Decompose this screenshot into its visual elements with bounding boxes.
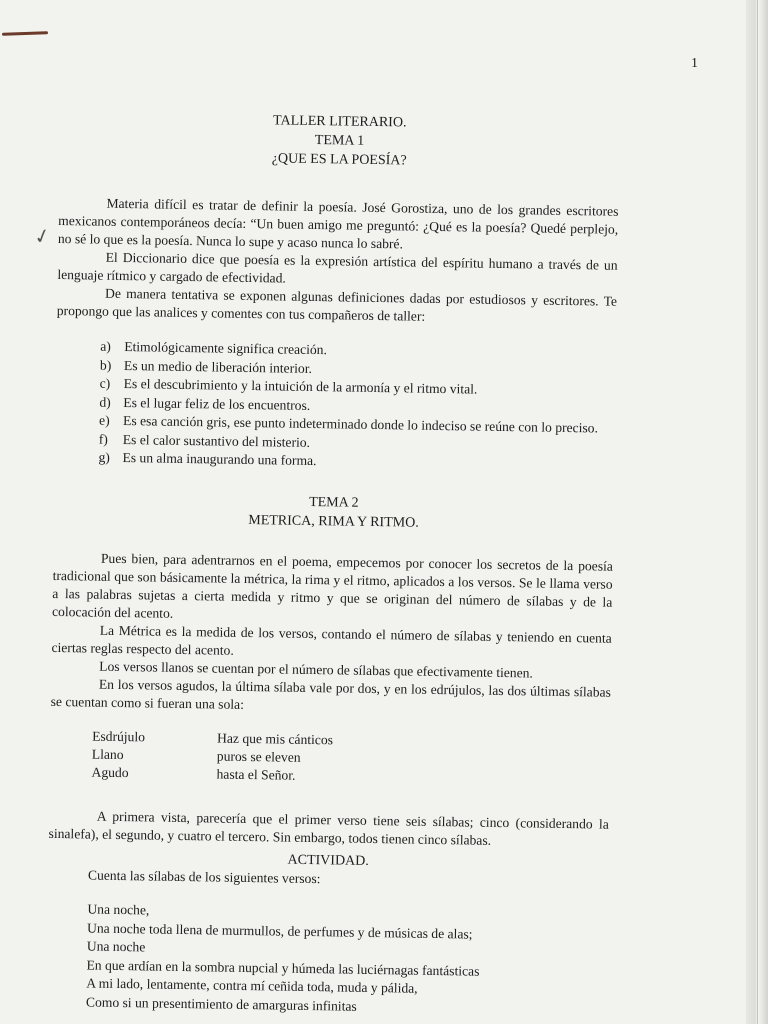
verse-examples [91, 727, 610, 789]
verse-type: Agudo [91, 764, 129, 780]
verse-line: En que ardían en la sombra nupcial y húmeda las luciérnagas fantásticas [86, 957, 480, 979]
document-body [46, 108, 620, 1020]
tema1-question: ¿QUE ES LA POESÍA? [271, 151, 407, 169]
verse-line: Una noche toda llena de murmullos, de perfumes y de músicas de alas; [87, 920, 473, 942]
page-stack-line [757, 0, 758, 1024]
verse-line: Una noche, [87, 901, 150, 918]
paragraph: Materia difícil es tratar de definir la poesía. José Gorostiza, uno de los grandes escritores mexicanos contemporáneos decía: “Un buen amigo me preguntó: ¿Qué es la poesía? Quedé perplejo, no sé lo que es la poesía. Nunca lo supe y acaso nunca lo sabré. [57, 195, 619, 252]
list-item-text: Es el calor sustantivo del misterio. [122, 431, 311, 450]
tema1-label: TEMA 1 [314, 133, 365, 149]
list-item-text: Etimológicamente significa creación. [124, 339, 328, 358]
list-marker: d) [99, 394, 111, 410]
verse-line: Haz que mis cánticos [217, 730, 334, 747]
activity-instruction: Cuenta las sílabas de los siguientes versos: [87, 867, 321, 886]
list-marker: g) [98, 449, 110, 465]
tema2-subtitle: METRICA, RIMA Y RITMO. [248, 512, 419, 531]
verse-line: puros se eleven [216, 748, 301, 765]
paragraph: La Métrica es la medida de los versos, contando el número de sílabas y teniendo en cuenta ciertas reglas respecto del acento. [51, 622, 612, 658]
list-marker: c) [99, 375, 111, 391]
list-marker: a) [100, 338, 111, 354]
pen-mark [2, 31, 48, 36]
page-number: 1 [691, 56, 698, 71]
list-marker: e) [98, 412, 110, 428]
list-item-text: Es un medio de liberación interior. [123, 357, 313, 376]
verse-type: Esdrújulo [92, 728, 146, 744]
activity-verses [86, 901, 608, 1020]
paragraph: Los versos llanos se cuentan por el número de sílabas que efectivamente tienen. [99, 658, 534, 680]
paragraph: El Diccionario dice que poesía es la expresión artística del espíritu humano a través de un lenguaje rítmico y cargado de efectividad. [57, 249, 618, 286]
verse-line: A mi lado, lentamente, contra mí ceñida toda, muda y pálida, [86, 975, 418, 996]
definitions-list [54, 337, 616, 475]
tema2-label: TEMA 2 [309, 494, 359, 511]
list-item-text: Es el descubrimiento y la intuición de la armonía y el ritmo vital. [123, 376, 478, 397]
paragraph: En los versos agudos, la última sílaba vale por dos, y en los edrújulos, las dos últimas sílabas se cuentan como si fueran una sola: [50, 676, 612, 712]
list-marker: f) [98, 431, 108, 447]
verse-line: Como si un presentimiento de amarguras infinitas [85, 994, 357, 1014]
doc-title: TALLER LITERARIO. [272, 113, 407, 131]
activity-title: ACTIVIDAD. [287, 852, 369, 869]
verse-type: Llano [91, 746, 124, 762]
verse-line: hasta el Señor. [216, 766, 296, 783]
paragraph: Pues bien, para adentrarnos en el poema, empecemos por conocer los secretos de la poesía tradicional que son básicamente la métrica, la rima y el ritmo, aplicados a los versos. Se le llama verso a las palabras sujetas a cierta medida y ritmo y que se originan del número de sílabas y de la colocación del acento. [51, 550, 613, 621]
paragraph: De manera tentativa se exponen algunas definiciones dadas por estudiosos y escritores. Te propongo que las analices y comentes con tus compañeros de taller: [56, 285, 618, 324]
analysis-paragraph: A primera vista, parecería que el primer verso tiene seis sílabas; cinco (considerando la sinalefa), el segundo, y cuatro el tercero. Sin embargo, todos tienen cinco sílabas. [48, 808, 609, 848]
list-marker: b) [99, 357, 112, 373]
list-item-text: Es un alma inaugurando una forma. [122, 450, 317, 469]
verse-line: Una noche [86, 938, 146, 955]
list-item-text: Es esa canción gris, ese punto indeterminado donde lo indeciso se reúne con lo preciso. [122, 413, 599, 436]
handwritten-check-mark: ✓ [31, 224, 54, 250]
list-item-text: Es el lugar feliz de los encuentros. [123, 394, 311, 413]
